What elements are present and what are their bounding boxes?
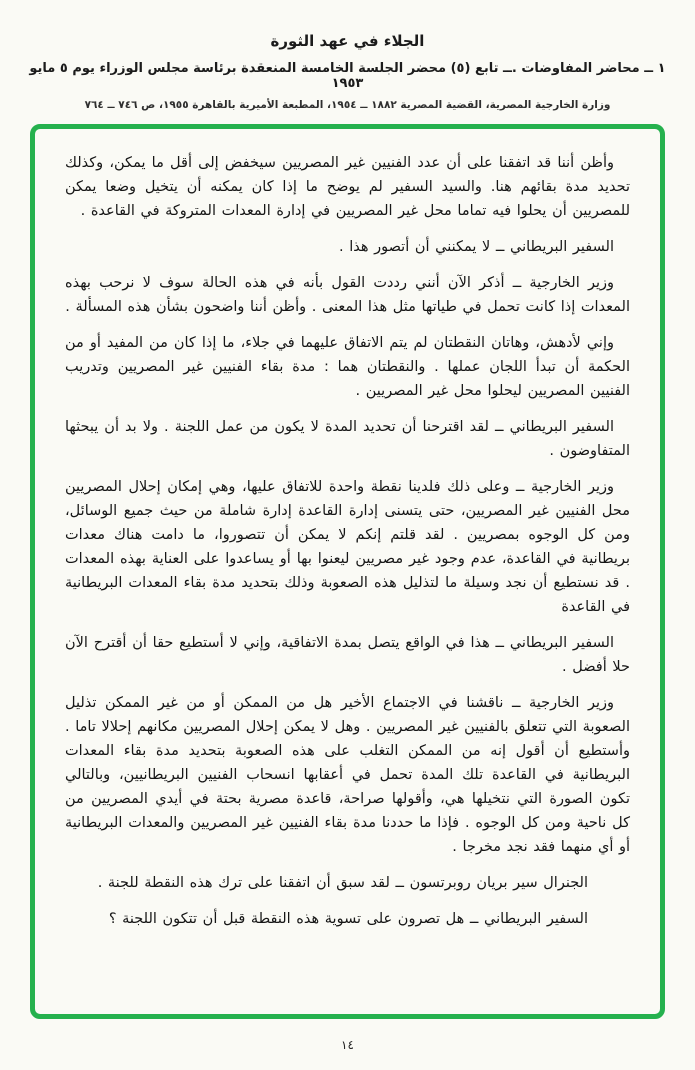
- paragraph-foreign-minister-continued: وإني لأدهش، وهاتان النقطتان لم يتم الاتفاق عليهما في جلاء، ما إذا كان من المفيد أو من الحكمة أن تبدأ اللجان عملها . والنقطتان هما : مدة بقاء الفنيين غير المصريين وتدريب الفنيين المصريين ليحلوا محل غير المصريين .: [65, 335, 630, 399]
- document-title: الجلاء في عهد الثورة: [270, 32, 425, 50]
- green-border-text-frame: [30, 124, 665, 1019]
- document-source-line: وزارة الخارجية المصرية، القضية المصرية ١٨٨٢ ــ ١٩٥٤، المطبعة الأميرية بالقاهرة ١٩٥٥، ص ٧٤٦ ــ ٧٦٤: [84, 99, 611, 111]
- document-header: [0, 0, 695, 111]
- paragraph-british-ambassador-4: السفير البريطاني ــ هل تصرون على تسوية هذه النقطة قبل أن تتكون اللجنة ؟: [108, 911, 588, 927]
- paragraph-foreign-minister-3: وزير الخارجية ــ ناقشنا في الاجتماع الأخير هل من الممكن أو من غير الممكن تذليل الصعوبة التي تتعلق بالفنيين غير المصريين . وهل لا يمكن إحلال المصريين مكانهم إحلالا تاما . وأستطيع أن أقول إنه من الممكن التغلب على هذه الصعوبة بتحديد مدة بقاء المعدات البريطانية في القاعدة تلك المدة تحمل في أعقابها انسحاب الفنيين البريطانيين، وبالتالي تكون الصورة التي نتخيلها هي، وأقولها صراحة، قاعدة مصرية بحتة في أيدي المصريين من كل ناحية ومن كل الوجوه . فإذا ما حددنا مدة بقاء الفنيين غير المصريين والمعدات البريطانية أو أي منهما فقد نجد مخرجا .: [65, 695, 630, 855]
- paragraph-british-ambassador-2: السفير البريطاني ــ لقد اقترحنا أن تحديد المدة لا يكون من عمل اللجنة . ولا بد أن يبحثها المتفاوضون .: [65, 419, 630, 459]
- document-subtitle: ١ ــ محاضر المفاوضات .ــ تابع (٥) محضر الجلسة الخامسة المنعقدة برئاسة مجلس الوزراء يوم ٥ مايو ١٩٥٣: [29, 61, 666, 91]
- paragraph-opening: وأظن أننا قد اتفقنا على أن عدد الفنيين غير المصريين سيخفض إلى أقل ما يمكن، وكذلك تحديد مدة بقائهم هنا. والسيد السفير لم يوضح ما إذا كان يمكنه أن يتخيل وضعا يمكن للمصريين أن يحلوا فيه تماما محل غير المصريين في إدارة المعدات المتروكة في القاعدة .: [65, 155, 630, 219]
- paragraph-british-ambassador-3: السفير البريطاني ــ هذا في الواقع يتصل بمدة الاتفاقية، وإني لا أستطيع حقا أن أقترح الآن حلا أفضل .: [65, 635, 630, 675]
- paragraph-foreign-minister-2: وزير الخارجية ــ وعلى ذلك فلدينا نقطة واحدة للاتفاق عليها، وهي إمكان إحلال المصريين محل الفنيين غير المصريين، حتى يتسنى إدارة القاعدة إدارة شاملة من حيث جميع الوسائل، ومن كل الوجوه بمصريين . لقد قلتم إنكم لا يمكن أن تتصوروا، ما دامت هناك معدات بريطانية في القاعدة، عدم وجود غير مصريين ليعنوا بها أو يساعدوا على العناية بهذه المعدات . قد نستطيع أن نجد وسيلة ما لتذليل هذه الصعوبة وذلك بتحديد مدة بقاء المعدات البريطانية في القاعدة: [65, 479, 630, 615]
- page-number: ١٤: [341, 1038, 354, 1052]
- paragraph-british-ambassador-1: السفير البريطاني ــ لا يمكنني أن أتصور هذا .: [339, 239, 614, 255]
- paragraph-general-robertson: الجنرال سير بريان روبرتسون ــ لقد سبق أن اتفقنا على ترك هذه النقطة للجنة .: [97, 875, 588, 891]
- paragraph-foreign-minister-1: وزير الخارجية ــ أذكر الآن أنني رددت القول بأنه في هذه الحالة سوف لا نرحب بهذه المعدات إذا كانت تحمل في طياتها مثل هذا المعنى . وأظن أننا واضحون بشأن هذه المسألة .: [65, 275, 630, 315]
